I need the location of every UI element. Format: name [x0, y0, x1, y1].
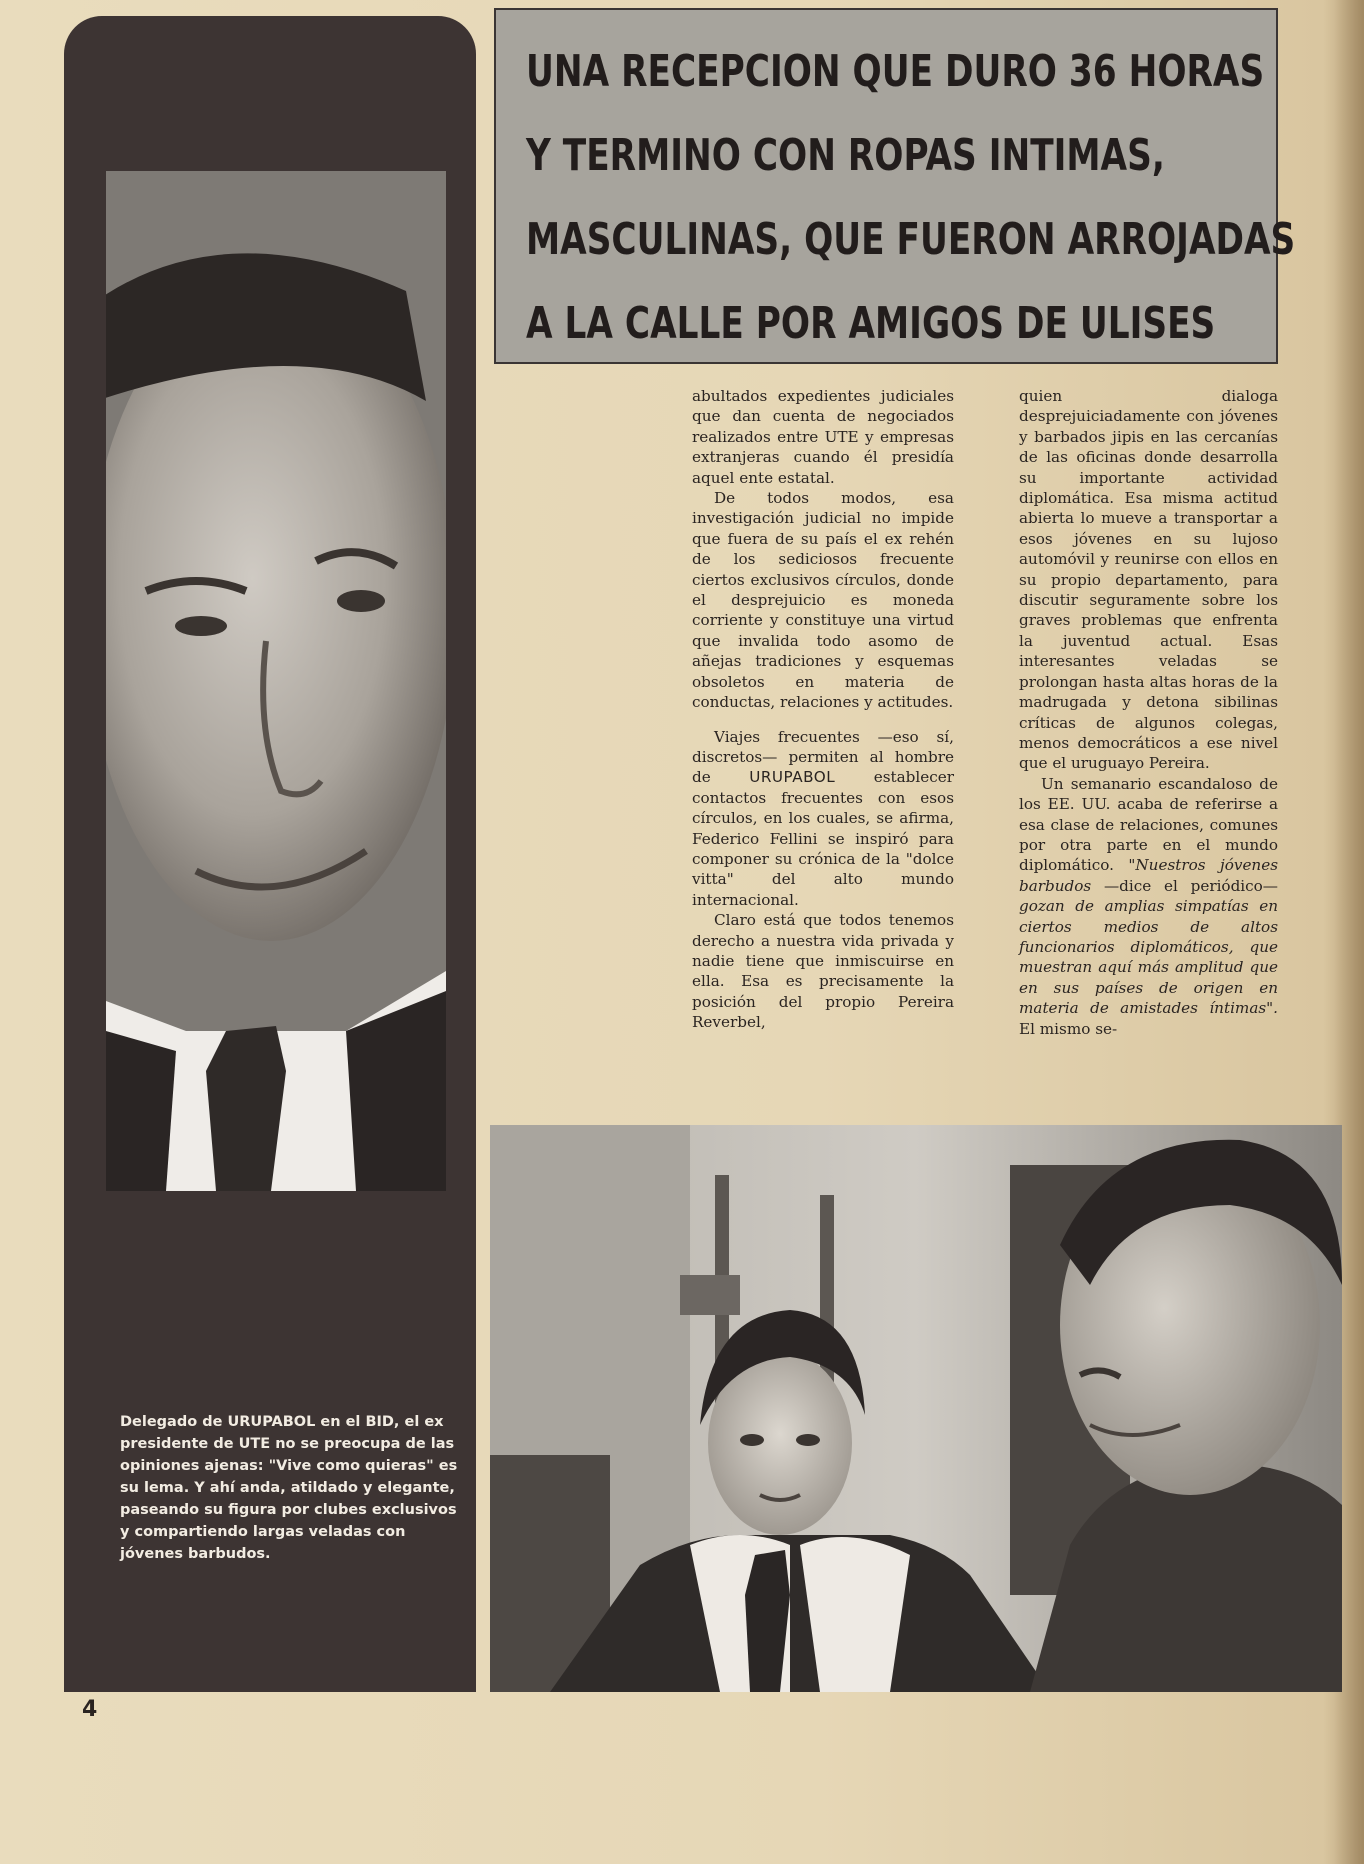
- col2-p2-quote-1: "Nuestros jóvenes barbudos: [1019, 856, 1278, 895]
- article-column-2: [1019, 386, 1278, 1039]
- photo-caption: Delegado de URUPABOL en el BID, el ex presidente de UTE no se preocupa de las opiniones ajenas: "Vive como quieras" es su lema. Y ahí anda, atildado y elegante, paseando su figura por clubes exclusivos y compartiendo largas veladas con jóvenes barbudos.: [120, 1414, 458, 1562]
- col1-p3-text-a: Viajes frecuentes —eso sí, discretos— permiten al hombre de: [692, 727, 954, 787]
- page-number: 4: [82, 1697, 98, 1722]
- headline-line-3: MASCULINAS, QUE FUERON ARROJADAS: [526, 214, 1296, 265]
- bottom-photo-illustration: [490, 1125, 1342, 1692]
- col1-p3-brand: URUPABOL: [749, 768, 836, 787]
- col1-p3-text-b: establecer contactos frecuentes con esos círculos, en los cuales, se afirma, Federico Fellini se inspiró para componer su crónica de la "dolce vitta" del alto mundo internacional.: [692, 768, 954, 909]
- headline-box: [494, 8, 1296, 364]
- headline-line-1: UNA RECEPCION QUE DURO 36 HORAS: [526, 46, 1265, 97]
- col1-paragraph-4: Claro está que todos tenemos derecho a nuestra vida privada y nadie tiene que inmiscuirse en ella. Esa es precisamente la posición del propio Pereira Reverbel,: [692, 911, 954, 1032]
- col2-paragraph-1: quien dialoga desprejuiciadamente con jóvenes y barbados jipis en las cercanías de las oficinas donde desarrolla su importante actividad diplomática. Esa misma actitud abierta lo mueve a transportar a esos jóvenes en su lujoso automóvil y reunirse con ellos en su propio departamento, para discutir seguramente sobre los graves problemas que enfrenta la juventud actual. Esas interesantes veladas se prolongan hasta altas horas de la madrugada y detona sibilinas críticas de algunos colegas, menos democráticos a ese nivel que el uruguayo Pereira.: [1019, 387, 1278, 773]
- portrait-illustration: [106, 171, 446, 1191]
- col1-paragraph-1: abultados expedientes judiciales que dan cuenta de negociados realizados entre UTE y empresas extranjeras cuando él presidía aquel ente estatal.: [692, 387, 954, 487]
- portrait-photo: [106, 171, 446, 1191]
- col2-p2-quote-2: gozan de amplias simpatías en ciertos medios de altos funcionarios diplomáticos, que muestran aquí más amplitud que en sus países de origen en materia de amistades íntimas".: [1019, 897, 1278, 1018]
- col1-paragraph-2: De todos modos, esa investigación judicial no impide que fuera de su país el ex rehén de los sediciosos frecuente ciertos exclusivos círculos, donde el desprejuicio es moneda corriente y constituye una virtud que invalida todo asomo de añejas tradiciones y esquemas obsoletos en materia de conductas, relaciones y actitudes.: [692, 489, 954, 712]
- left-photo-panel: [64, 16, 476, 1692]
- headline-line-4: A LA CALLE POR AMIGOS DE ULISES: [526, 298, 1216, 349]
- headline-line-2: Y TERMINO CON ROPAS INTIMAS,: [526, 130, 1165, 181]
- col2-paragraph-2: [1019, 774, 1278, 1039]
- col2-p2-end: El mismo se-: [1019, 1019, 1118, 1038]
- col2-p2-text-a: Un semanario escandaloso de los EE. UU. acaba de referirse a esa clase de relaciones, comunes por otra parte en el mundo diplomático.: [1019, 774, 1278, 875]
- article-column-1: [692, 386, 954, 1033]
- bottom-photo: [490, 1125, 1342, 1692]
- col1-paragraph-3: [692, 727, 954, 911]
- col2-p2-mid: —dice el periódico—: [1091, 876, 1278, 895]
